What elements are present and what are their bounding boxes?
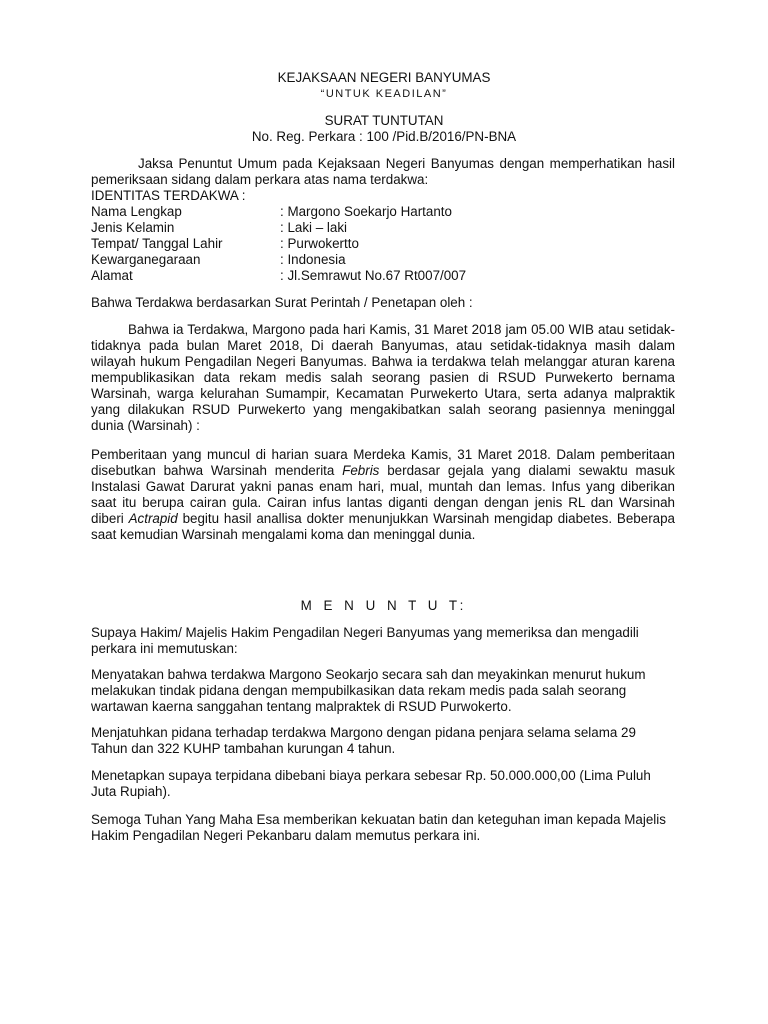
demand-intro: Supaya Hakim/ Majelis Hakim Pengadilan Negeri Banyumas yang memeriksa dan mengadili perkara ini memutuskan: [91,625,639,656]
identity-value: : Purwokertto [280,236,359,251]
identity-value: : Jl.Semrawut No.67 Rt007/007 [280,268,467,283]
intro-paragraph: Jaksa Penuntut Umum pada Kejaksaan Negeri Banyumas dengan memperhatikan hasil pemeriksaan sidang dalam perkara atas nama terdakwa: [91,156,675,187]
demand-item: Menetapkan supaya terpidana dibebani biaya perkara sebesar Rp. 50.000.000,00 (Lima Puluh Juta Rupiah). [91,768,651,799]
document-title: SURAT TUNTUTAN [324,113,444,128]
news-text-3: begitu hasil anallisa dokter menunjukkan Warsinah mengidap diabetes. Beberapa saat kemudian Warsinah mengalami koma dan meninggal dunia. [91,511,675,542]
demand-item: Menyatakan bahwa terdakwa Margono Seokarjo secara sah dan meyakinkan menurut hukum melakukan tindak pidana dengan mempubilkasikan data rekam medis pada salah seorang wartawan kaerna sanggahan tentang malpraktek di RSUD Purwokerto. [91,667,646,714]
identity-label: Alamat [91,268,133,283]
news-italic-term-2: Actrapid [128,511,178,526]
identity-row [91,204,675,220]
demand-item: Semoga Tuhan Yang Maha Esa memberikan kekuatan batin dan keteguhan iman kepada Majelis Hakim Pengadilan Negeri Pekanbaru dalam memutus perkara ini. [91,812,666,843]
identity-label: Jenis Kelamin [91,220,175,235]
news-italic-term-1: Febris [342,463,380,478]
identity-value: : Margono Soekarjo Hartanto [280,204,452,219]
charge-paragraph: Bahwa ia Terdakwa, Margono pada hari Kamis, 31 Maret 2018 jam 05.00 WIB atau setidak-tidaknya pada bulan Maret 2018, Di daerah Banyumas, atau setidak-tidaknya masih dalam wilayah hukum Pengadilan Negeri Banyumas. Bahwa ia terdakwa telah melanggar aturan karena mempublikasikan data rekam medis salah seorang pasien di RSUD Purwekerto bernama Warsinah, warga kelurahan Sumampir, Kecamatan Purwekerto Utara, serta adanya malpraktik yang dilakukan RSUD Purwekerto yang mengakibatkan salah seorang pasiennya meninggal dunia (Warsinah) : [91,322,675,433]
identity-row [91,220,675,236]
news-text-2: berdasar gejala yang dialami sewaktu masuk Instalasi Gawat Darurat yakni panas enam hari, mual, muntah dan lemas. Infus yang diberikan saat itu berupa cairan gula. Cairan infus lantas diganti dengan dengan jenis RL dan Warsinah diberi [91,463,675,526]
basis-statement: Bahwa Terdakwa berdasarkan Surat Perintah / Penetapan oleh : [91,295,473,310]
identity-label: Nama Lengkap [91,204,182,219]
demand-heading: M E N U N T U T: [300,598,468,613]
news-paragraph [91,447,675,543]
identity-row [91,252,675,268]
identity-heading: IDENTITAS TERDAKWA : [91,188,246,203]
institution-motto: “UNTUK KEADILAN” [320,88,448,100]
identity-section [91,188,675,284]
news-text-1: Pemberitaan yang muncul di harian suara Merdeka Kamis, 31 Maret 2018. Dalam pemberitaan disebutkan bahwa Warsinah menderita [91,447,675,478]
identity-row [91,268,675,284]
registration-number: No. Reg. Perkara : 100 /Pid.B/2016/PN-BNA [251,129,517,144]
identity-value: : Indonesia [280,252,346,267]
identity-row [91,236,675,252]
identity-label: Kewarganegaraan [91,252,201,267]
institution-name: KEJAKSAAN NEGERI BANYUMAS [277,70,491,85]
demand-item: Menjatuhkan pidana terhadap terdakwa Margono dengan pidana penjara selama selama 29 Tahun dan 322 KUHP tambahan kurungan 4 tahun. [91,725,636,756]
identity-value: : Laki – laki [280,220,347,235]
identity-label: Tempat/ Tanggal Lahir [91,236,223,251]
